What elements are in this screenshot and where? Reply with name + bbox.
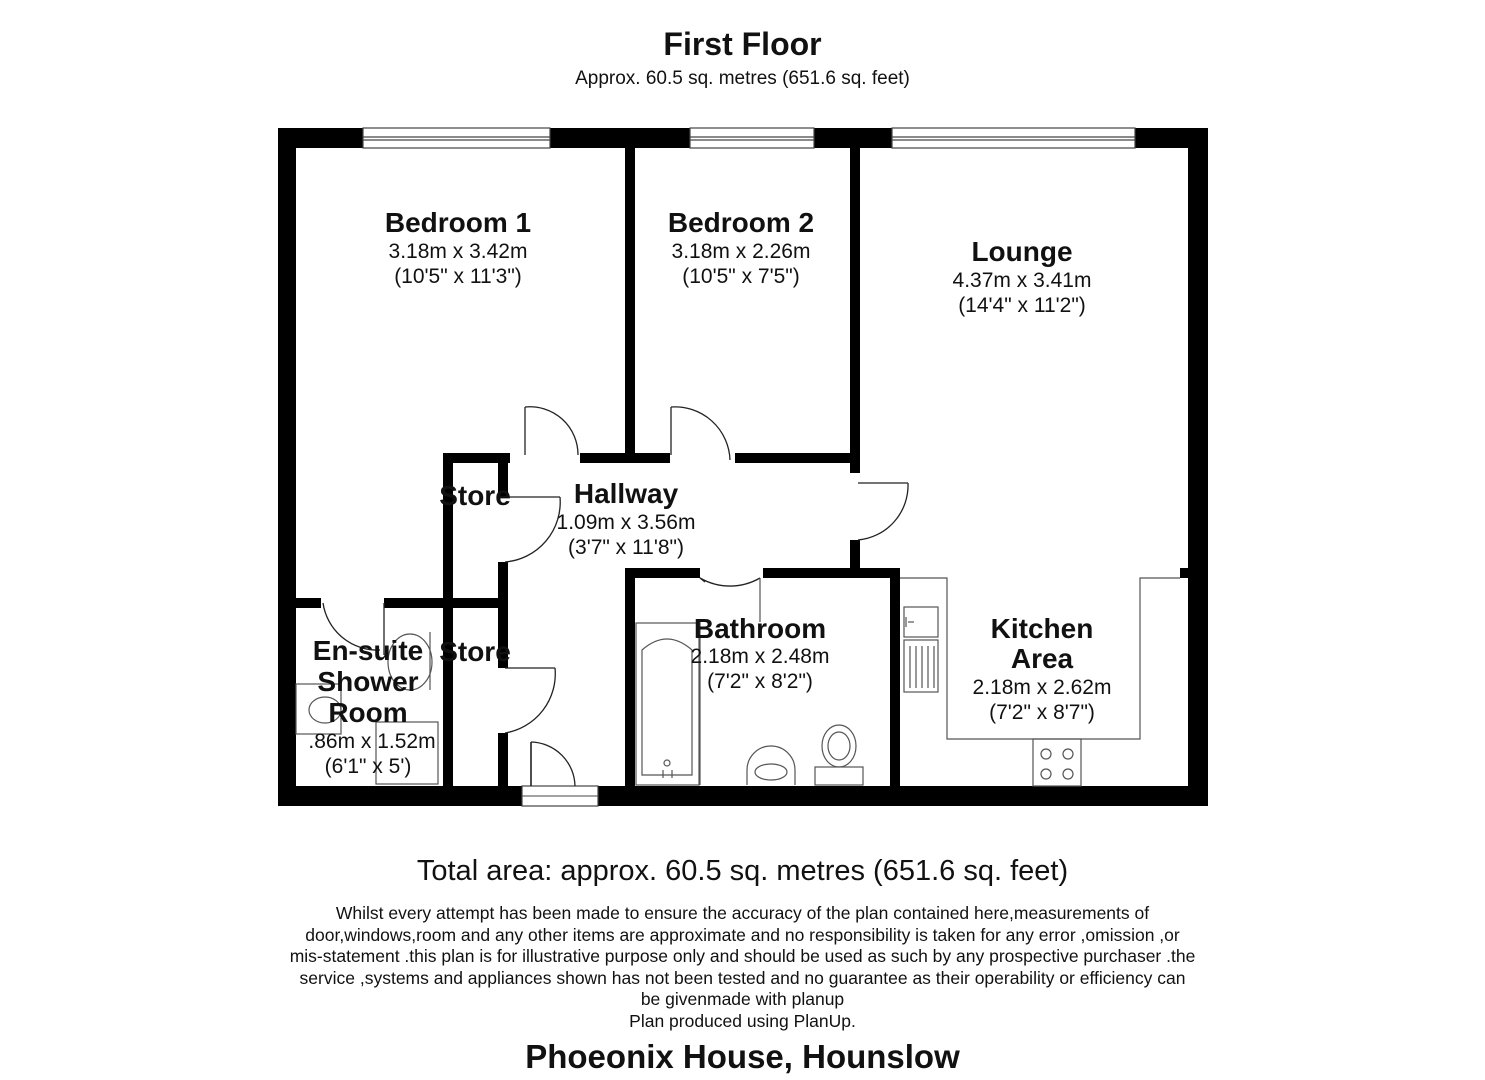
room-name-line-1: Kitchen	[990, 613, 1094, 644]
room-label-lounge	[953, 236, 1092, 317]
room-dimensions-imperial: (7'2" x 8'7")	[989, 701, 1095, 724]
disclaimer-line: door,windows,room and any other items are approximate and no responsibility is taken for any error ,omission ,or	[305, 924, 1180, 945]
room-dimensions-metric: 2.18m x 2.48m	[690, 645, 830, 668]
window	[690, 128, 814, 148]
disclaimer-line: service ,systems and appliances shown has not been tested and no guarantee as their operability or efficiency can	[299, 967, 1186, 988]
room-name: Bedroom 2	[667, 207, 815, 238]
room-dimensions-metric: 4.37m x 3.41m	[952, 269, 1092, 292]
property-address: Phoeonix House, Hounslow	[525, 1038, 960, 1075]
room-name-line-2: Area	[1010, 643, 1074, 674]
room-name: Hallway	[573, 478, 679, 509]
room-name-line-3: Room	[328, 697, 408, 728]
room-name: Bedroom 1	[384, 207, 532, 238]
total-area: Total area: approx. 60.5 sq. metres (651.6 sq. feet)	[416, 855, 1069, 887]
disclaimer-line: mis-statement .this plan is for illustrative purpose only and should be used as such by any prospective purchaser .the	[289, 946, 1196, 966]
produced-by-note: Plan produced using PlanUp.	[629, 1010, 856, 1031]
room-label-bathroom	[691, 613, 830, 693]
room-dimensions-imperial: (7'2" x 8'2")	[707, 670, 813, 693]
window	[892, 128, 1135, 148]
disclaimer-line: be givenmade with planup	[640, 989, 845, 1009]
room-name: Lounge	[971, 236, 1073, 267]
room-label-hallway	[557, 478, 696, 559]
room-dimensions-imperial: (3'7" x 11'8")	[568, 536, 684, 559]
disclaimer	[250, 903, 1235, 1032]
room-dimensions-metric: .86m x 1.52m	[308, 730, 436, 753]
floor-area-subtitle: Approx. 60.5 sq. metres (651.6 sq. feet)	[575, 68, 910, 89]
room-dimensions-imperial: (10'5" x 11'3")	[394, 265, 522, 288]
toilet	[815, 725, 863, 785]
room-dimensions-imperial: (6'1" x 5')	[324, 755, 412, 778]
room-dimensions-metric: 1.09m x 3.56m	[556, 511, 696, 534]
room-name-line-1: En-suite	[312, 635, 424, 666]
room-dimensions-imperial: (14'4" x 11'2")	[958, 294, 1086, 317]
room-label-bedroom-1	[385, 207, 531, 288]
room-dimensions-imperial: (10'5" x 7'5")	[682, 265, 800, 288]
room-label-bedroom-2	[668, 207, 814, 288]
room-label-store: Store	[439, 636, 511, 667]
room-label-kitchen-area	[973, 613, 1112, 724]
window	[363, 128, 550, 148]
room-label-store: Store	[439, 480, 511, 511]
room-dimensions-metric: 3.18m x 2.26m	[671, 240, 811, 263]
floor-title: First Floor	[663, 26, 822, 62]
disclaimer-line: Whilst every attempt has been made to ensure the accuracy of the plan contained here,measurements of	[335, 903, 1150, 923]
room-label-ensuite	[308, 635, 435, 778]
room-dimensions-metric: 2.18m x 2.62m	[972, 676, 1112, 699]
entrance-door	[522, 742, 598, 806]
room-dimensions-metric: 3.18m x 3.42m	[388, 240, 528, 263]
basin	[747, 746, 795, 785]
room-name: Bathroom	[693, 613, 827, 644]
bathtub	[636, 623, 699, 785]
room-name-line-2: Shower	[317, 666, 419, 697]
